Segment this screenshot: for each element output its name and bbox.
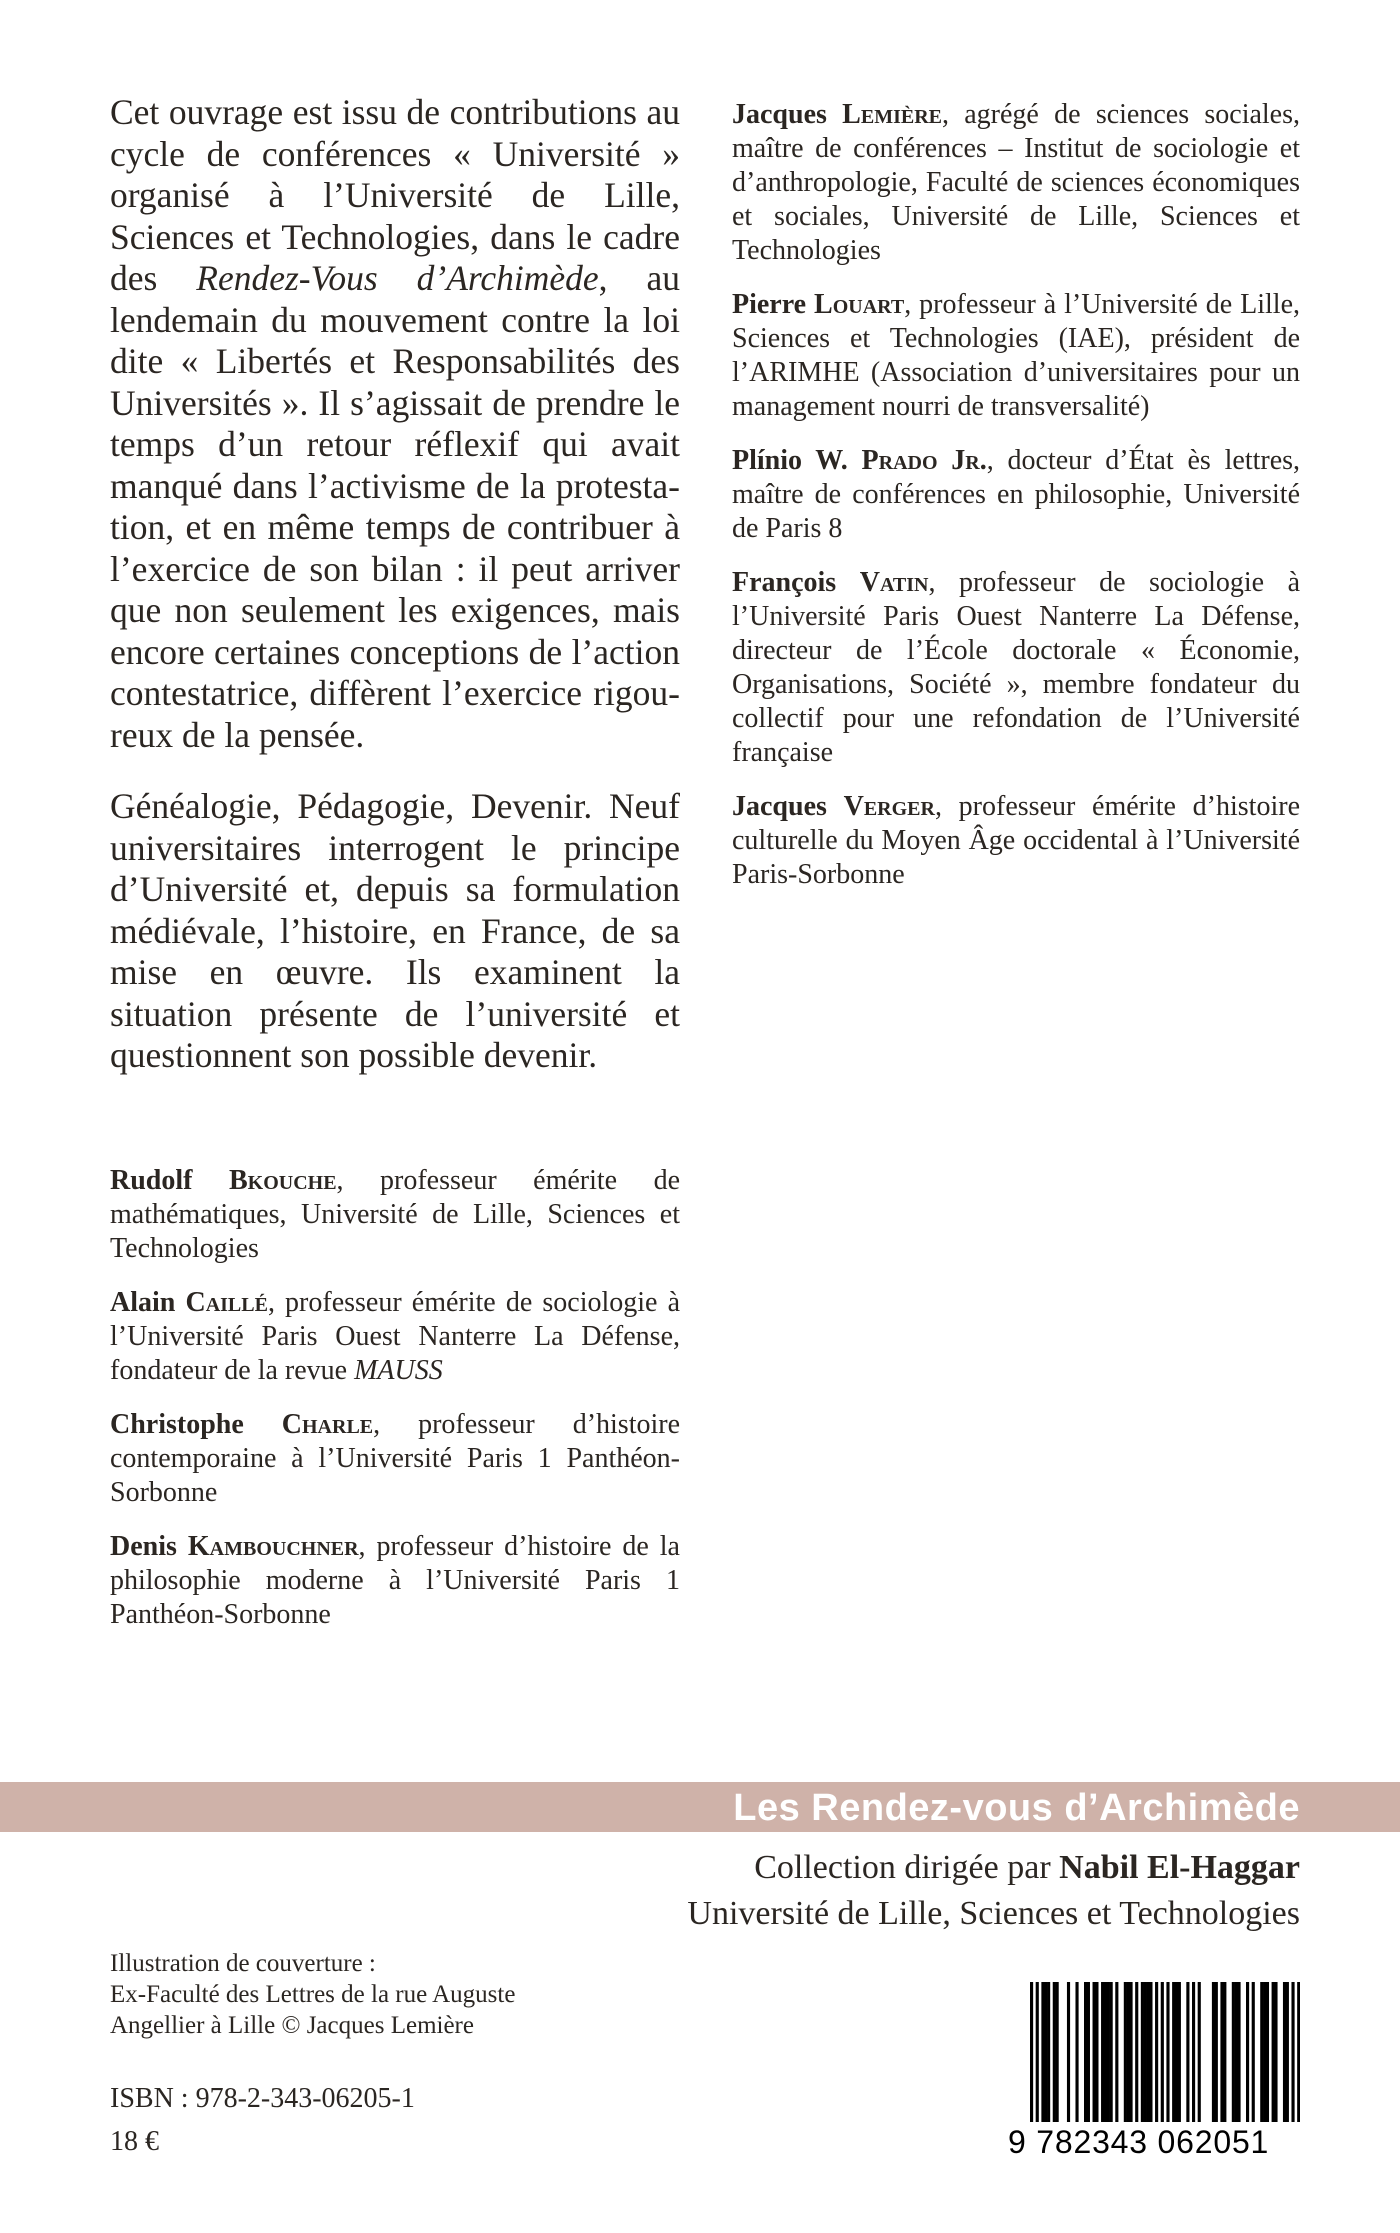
isbn: ISBN : 978-2-343-06205-1 [110, 2083, 415, 2114]
barcode-bar [1192, 1982, 1195, 2122]
barcode-bar [1093, 1982, 1096, 2122]
barcode-bar [1053, 1982, 1056, 2122]
barcode-bar [1124, 1982, 1127, 2122]
barcode-bar [1263, 1982, 1266, 2122]
intro-paragraph-1: Cet ouvrage est issu de contributions au cycle de conférences « Université » organisé à l’Université de Lille, Sciences et Technologies, dans le cadre des Rendez-Vous d’Archimède, au lendemain du mouvement contre la loi dite « Libertés et Responsabilités des Universités ». Il s’agissait de prendre le temps d’un retour réflexif qui avait manqué dans l’activisme de la protestation, et en même temps de contribuer à l’exercice de son bilan : il peut arriver que non seulement les exigences, mais encore certaines conceptions de l’action contestatrice, diffèrent l’exercice rigoureux de la pensée. [110, 92, 680, 755]
barcode-bar [1297, 1982, 1300, 2122]
contributor-bio: Plínio W. Prado Jr., docteur d’État ès lettres, maître de conférences en philosophie, Université de Paris 8 [732, 445, 1301, 544]
barcode-bar [1095, 1982, 1098, 2122]
barcode-bar [1129, 1982, 1132, 2122]
credits-line: Angellier à Lille © Jacques Lemière [110, 2012, 474, 2039]
barcode-bar [1101, 1982, 1104, 2122]
contributors-right [732, 98, 1300, 912]
barcode-bar [1084, 1982, 1087, 2122]
barcode-bar [1147, 1982, 1150, 2122]
barcode-bar [1104, 1982, 1107, 2122]
barcode-bar [1044, 1982, 1047, 2122]
barcode-bar [1246, 1982, 1249, 2122]
cover-credits [110, 1948, 670, 2041]
barcode [1008, 1982, 1308, 2172]
barcode-bar [1144, 1982, 1147, 2122]
barcode-bar [1237, 1982, 1240, 2122]
barcode-bar [1198, 1982, 1201, 2122]
collection-director-line: Collection dirigée par Nabil El-Haggar [754, 1849, 1300, 1886]
barcode-bar [1186, 1982, 1189, 2122]
barcode-bar [1286, 1982, 1289, 2122]
barcode-bar [1272, 1982, 1275, 2122]
contributors-left [110, 1164, 680, 1652]
barcode-bar [1215, 1982, 1218, 2122]
barcode-bar [1127, 1982, 1130, 2122]
contributor-bio: François Vatin, professeur de sociologie à l’Université Paris Ouest Nanterre La Défense, directeur de l’École doctorale « Économie, Organisations, Société », membre fondateur du collectif pour une refondation de l’Université française [732, 567, 1300, 768]
barcode-bar [1036, 1982, 1039, 2122]
barcode-bar [1056, 1982, 1059, 2122]
barcode-bar [1252, 1982, 1255, 2122]
contributor-bio: Pierre Louart, professeur à l’Université de Lille, Sciences et Technologies (IAE), président de l’ARIMHE (Association d’universitaires pour un management nourri de transversalité) [732, 289, 1300, 422]
contributor-bio: Denis Kambouchner, professeur d’histoire de la philosophie moderne à l’Université Paris 1 Panthéon-Sorbonne [110, 1531, 680, 1630]
barcode-bar [1212, 1982, 1215, 2122]
barcode-bar [1172, 1982, 1175, 2122]
barcode-bar [1155, 1982, 1158, 2122]
barcode-bar [1067, 1982, 1070, 2122]
contributor-bio: Rudolf Bkouche, professeur émérite de mathématiques, Université de Lille, Sciences et Technologies [110, 1165, 681, 1264]
barcode-bar [1291, 1982, 1294, 2122]
contributor-bio: Jacques Lemière, agrégé de sciences sociales, maître de conférences – Institut de sociologie et d’anthropologie, Faculté de sciences économiques et sociales, Université de Lille, Sciences et Technologies [732, 99, 1300, 266]
intro-text [110, 92, 680, 1107]
credits-line: Ex-Faculté des Lettres de la rue Auguste [110, 1981, 516, 2008]
barcode-bar [1283, 1982, 1286, 2122]
barcode-bars [1030, 1982, 1300, 2122]
barcode-bar [1141, 1982, 1144, 2122]
barcode-bar [1087, 1982, 1090, 2122]
barcode-bar [1149, 1982, 1152, 2122]
barcode-bar [1232, 1982, 1235, 2122]
price: 18 € [110, 2126, 159, 2157]
barcode-bar [1030, 1982, 1033, 2122]
contributor-bio: Christophe Charle, professeur d’histoire contemporaine à l’Université Paris 1 Panthéon-Sorbonne [110, 1409, 681, 1508]
barcode-bar [1041, 1982, 1044, 2122]
barcode-bar [1110, 1982, 1113, 2122]
intro-paragraph-2: Généalogie, Pédagogie, Devenir. Neuf universitaires interrogent le principe d’Université et, depuis sa formulation médiévale, l’histoire, en France, de sa mise en œuvre. Ils examinent la situation présente de l’université et questionnent son possible devenir. [110, 786, 680, 1075]
barcode-bar [1266, 1982, 1269, 2122]
barcode-bar [1178, 1982, 1181, 2122]
barcode-digits: 9 782343 062051 [1008, 2124, 1270, 2160]
barcode-bar [1047, 1982, 1050, 2122]
barcode-bar [1223, 1982, 1226, 2122]
barcode-bar [1175, 1982, 1178, 2122]
credits-line: Illustration de couverture : [110, 1950, 376, 1977]
barcode-bar [1075, 1982, 1078, 2122]
barcode-bar [1220, 1982, 1223, 2122]
contributor-bio: Jacques Verger, professeur émérite d’histoire culturelle du Moyen Âge occidental à l’Université Paris-Sorbonne [732, 791, 1300, 890]
barcode-bar [1260, 1982, 1263, 2122]
barcode-bar [1166, 1982, 1169, 2122]
barcode-bar [1274, 1982, 1277, 2122]
barcode-bar [1115, 1982, 1118, 2122]
barcode-bar [1235, 1982, 1238, 2122]
barcode-bar [1161, 1982, 1164, 2122]
barcode-bar [1107, 1982, 1110, 2122]
collection-institution: Université de Lille, Sciences et Technologies [687, 1895, 1300, 1932]
series-band [0, 1782, 1400, 1832]
series-title: Les Rendez-vous d’Archimède [733, 1787, 1300, 1829]
collection-info [687, 1845, 1300, 1937]
barcode-bar [1135, 1982, 1138, 2122]
contributor-bio: Alain Caillé, professeur émérite de sociologie à l’Université Paris Ouest Nanterre La Défense, fondateur de la revue MAUSS [110, 1287, 680, 1386]
